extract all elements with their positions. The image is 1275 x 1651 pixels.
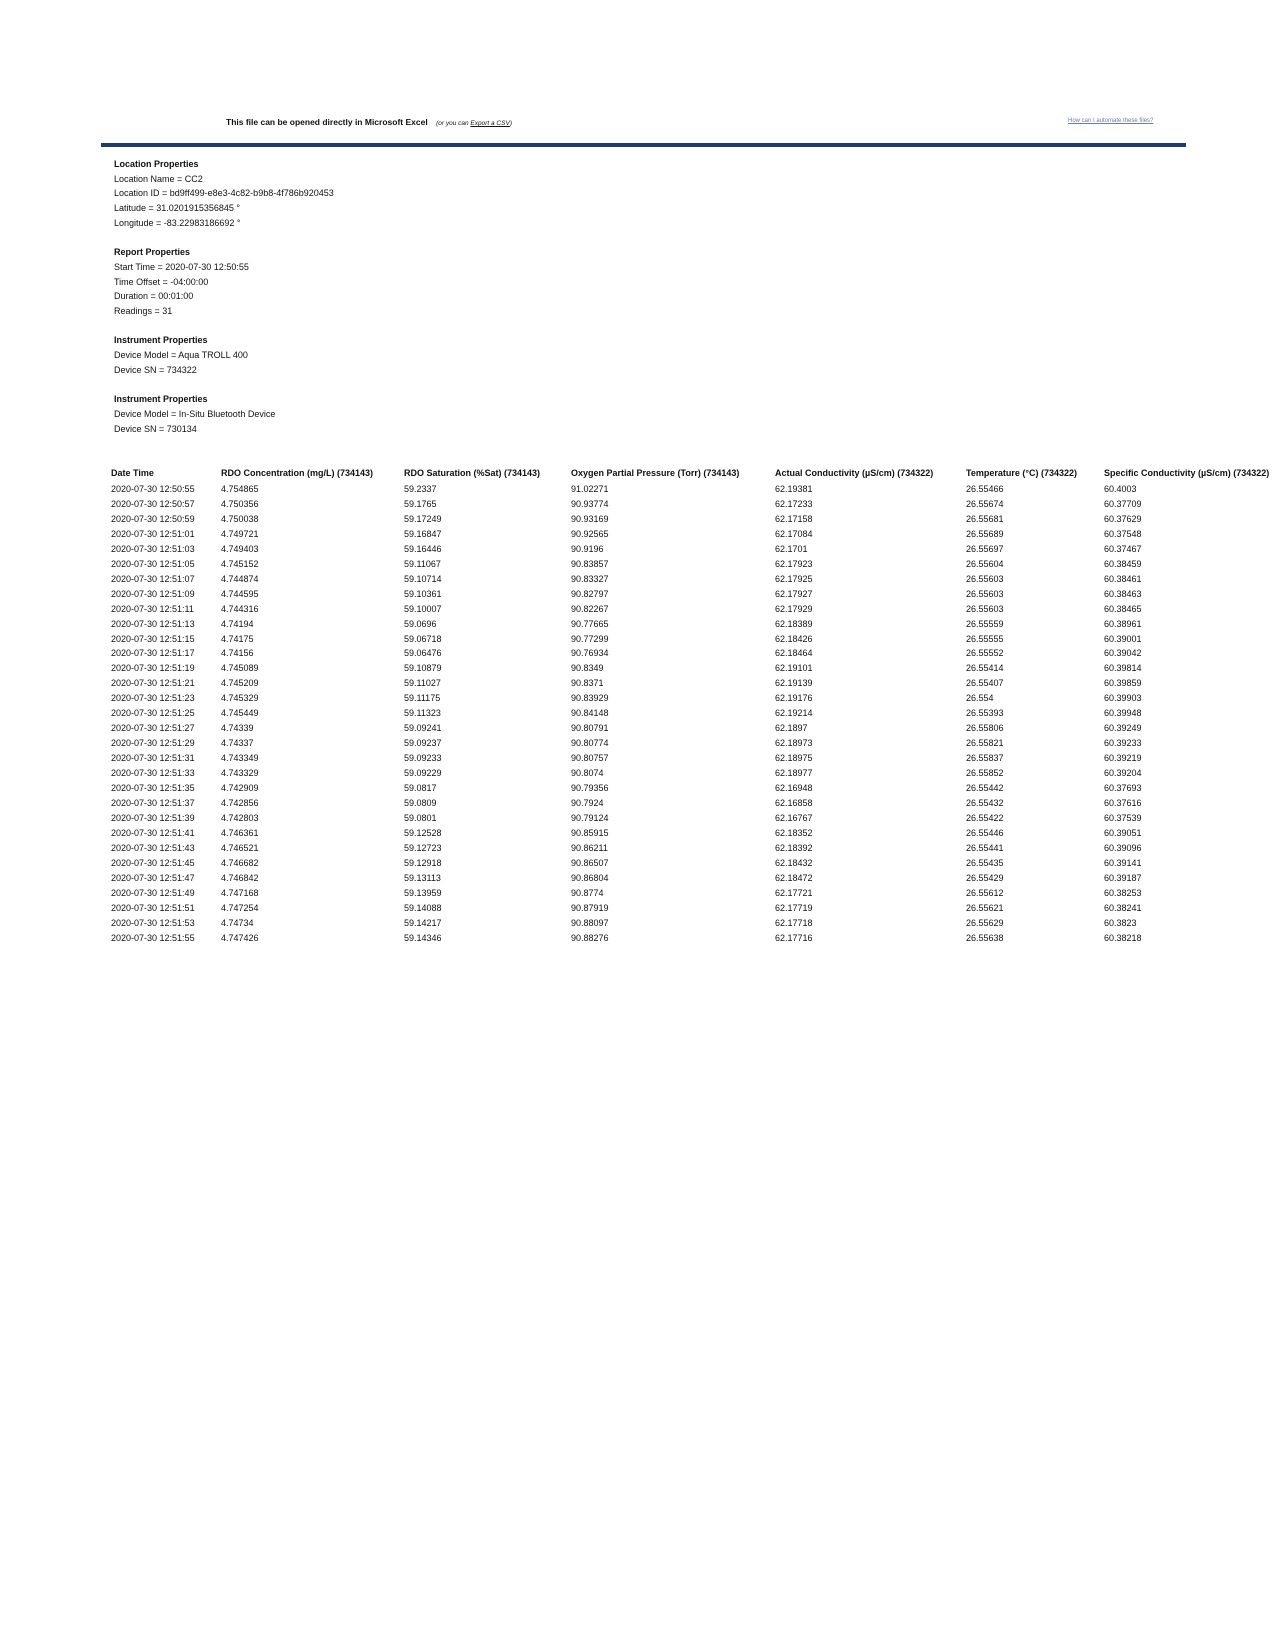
table-cell: 2020-07-30 12:51:23 [111, 693, 195, 704]
property-line: Readings = 31 [114, 306, 173, 317]
header-divider [101, 143, 1186, 147]
export-csv-link[interactable]: Export a CSV [470, 120, 510, 127]
table-cell: 59.1765 [404, 498, 437, 509]
table-row [111, 617, 1251, 632]
table-cell: 90.7924 [571, 798, 604, 809]
table-cell: 60.39141 [1104, 857, 1142, 868]
table-cell: 62.18464 [775, 648, 813, 659]
table-row [111, 931, 1251, 946]
table-cell: 60.39903 [1104, 693, 1142, 704]
table-row [111, 572, 1251, 587]
property-line: Latitude = 31.0201915356845 ° [114, 203, 240, 214]
property-line: Start Time = 2020-07-30 12:50:55 [114, 261, 249, 272]
table-cell: 60.37629 [1104, 513, 1142, 524]
table-row [111, 691, 1251, 706]
table-cell: 90.8774 [571, 887, 604, 898]
table-cell: 26.55821 [966, 738, 1004, 749]
table-cell: 60.38961 [1104, 618, 1142, 629]
property-line: Device Model = Aqua TROLL 400 [114, 350, 248, 361]
table-cell: 4.74337 [221, 738, 254, 749]
table-cell: 59.06476 [404, 648, 442, 659]
table-cell: 4.744316 [221, 603, 259, 614]
table-cell: 26.55612 [966, 887, 1004, 898]
table-cell: 90.83929 [571, 693, 609, 704]
table-cell: 60.38465 [1104, 603, 1142, 614]
table-cell: 59.16847 [404, 528, 442, 539]
table-cell: 60.37709 [1104, 498, 1142, 509]
table-cell: 59.17249 [404, 513, 442, 524]
table-cell: 62.1897 [775, 723, 808, 734]
table-cell: 2020-07-30 12:51:45 [111, 857, 195, 868]
table-cell: 62.18977 [775, 768, 813, 779]
table-cell: 2020-07-30 12:50:55 [111, 484, 195, 494]
table-cell: 59.11323 [404, 708, 441, 719]
table-cell: 59.11067 [404, 558, 441, 569]
property-line: Location Name = CC2 [114, 173, 203, 184]
table-cell: 4.746521 [221, 842, 259, 853]
table-cell: 60.39042 [1104, 648, 1142, 659]
table-row [111, 811, 1251, 826]
table-cell: 4.743349 [221, 753, 259, 764]
table-cell: 59.14217 [404, 917, 442, 928]
table-cell: 59.09229 [404, 768, 442, 779]
table-cell: 60.39204 [1104, 768, 1142, 779]
table-cell: 2020-07-30 12:51:11 [111, 603, 194, 614]
table-cell: 90.84148 [571, 708, 609, 719]
table-cell: 26.55422 [966, 812, 1004, 823]
table-cell: 60.39814 [1104, 663, 1142, 674]
table-cell: 4.746361 [221, 827, 259, 838]
table-cell: 59.16446 [404, 543, 442, 554]
table-cell: 90.93169 [571, 513, 609, 524]
table-cell: 90.83857 [571, 558, 609, 569]
table-cell: 59.2337 [404, 484, 437, 494]
table-cell: 62.18432 [775, 857, 813, 868]
export-hint-suffix: ) [509, 120, 512, 127]
properties-panel [114, 157, 334, 451]
table-cell: 4.74175 [221, 633, 254, 644]
table-cell: 62.18472 [775, 872, 813, 883]
table-cell: 90.8349 [571, 663, 604, 674]
table-cell: 62.18973 [775, 738, 813, 749]
table-row [111, 527, 1251, 542]
table-cell: 26.55442 [966, 783, 1004, 794]
table-cell: 60.39249 [1104, 723, 1142, 734]
table-row [111, 587, 1251, 602]
table-cell: 2020-07-30 12:51:13 [111, 618, 195, 629]
property-section-title: Location Properties [114, 159, 199, 169]
table-cell: 59.10007 [404, 603, 442, 614]
table-cell: 62.19381 [775, 484, 813, 494]
readings-table-container [111, 466, 1270, 946]
table-cell: 4.744874 [221, 573, 259, 584]
table-cell: 4.742909 [221, 783, 259, 794]
table-row [111, 542, 1251, 557]
table-cell: 26.55441 [966, 842, 1004, 853]
property-line: Duration = 00:01:00 [114, 291, 194, 302]
table-cell: 59.0801 [404, 812, 437, 823]
table-cell: 60.39233 [1104, 738, 1142, 749]
table-cell: 26.55674 [966, 498, 1004, 509]
table-cell: 60.4003 [1104, 484, 1137, 494]
table-cell: 62.19101 [775, 663, 813, 674]
table-cell: 90.83327 [571, 573, 609, 584]
property-line: Device SN = 734322 [114, 364, 197, 375]
table-cell: 59.10879 [404, 663, 442, 674]
table-cell: 62.16767 [775, 812, 813, 823]
table-cell: 90.8074 [571, 768, 604, 779]
table-cell: 90.80757 [571, 753, 609, 764]
table-cell: 4.743329 [221, 768, 259, 779]
property-section [114, 245, 334, 319]
table-cell: 26.55555 [966, 633, 1004, 644]
table-cell: 4.74339 [221, 723, 254, 734]
property-section [114, 333, 334, 377]
table-cell: 26.55621 [966, 902, 1004, 913]
table-cell: 62.19176 [775, 693, 813, 704]
table-cell: 4.750038 [221, 513, 259, 524]
table-cell: 90.79356 [571, 783, 609, 794]
table-row [111, 512, 1251, 527]
table-cell: 26.554 [966, 693, 994, 704]
table-row [111, 497, 1251, 512]
table-cell: 2020-07-30 12:51:25 [111, 708, 195, 719]
table-cell: 59.11027 [404, 678, 441, 689]
table-cell: 4.74194 [221, 618, 254, 629]
table-cell: 26.55407 [966, 678, 1004, 689]
excel-note [226, 117, 512, 127]
table-cell: 90.86804 [571, 872, 609, 883]
table-cell: 4.742803 [221, 812, 259, 823]
property-line: Device SN = 730134 [114, 423, 197, 434]
property-section [114, 157, 334, 231]
export-hint-prefix: (or you can [436, 120, 469, 127]
table-cell: 62.17158 [775, 513, 813, 524]
table-cell: 26.55466 [966, 484, 1004, 494]
table-cell: 62.18392 [775, 842, 813, 853]
table-cell: 4.74156 [221, 648, 254, 659]
table-row [111, 766, 1251, 781]
table-cell: 2020-07-30 12:51:47 [111, 872, 195, 883]
table-cell: 62.16858 [775, 798, 813, 809]
file-header [0, 117, 1275, 137]
table-row [111, 632, 1251, 647]
table-cell: 90.82267 [571, 603, 609, 614]
column-header: Temperature (°C) (734322) [966, 468, 1077, 478]
table-cell: 62.16948 [775, 783, 813, 794]
table-cell: 60.38463 [1104, 588, 1142, 599]
table-cell: 2020-07-30 12:51:51 [111, 902, 195, 913]
table-cell: 60.38218 [1104, 932, 1142, 943]
table-row [111, 841, 1251, 856]
table-cell: 60.39187 [1104, 872, 1142, 883]
table-cell: 2020-07-30 12:51:07 [111, 573, 195, 584]
property-section-title: Instrument Properties [114, 335, 208, 346]
table-cell: 59.10361 [404, 588, 442, 599]
table-cell: 60.39219 [1104, 753, 1142, 764]
table-cell: 62.17719 [775, 902, 813, 913]
table-cell: 59.0696 [404, 618, 437, 629]
table-cell: 59.12723 [404, 842, 442, 853]
table-cell: 62.17084 [775, 528, 813, 539]
table-cell: 2020-07-30 12:51:53 [111, 917, 195, 928]
property-line: Location ID = bd9ff499-e8e3-4c82-b9b8-4f786b920453 [114, 188, 334, 199]
table-cell: 26.55552 [966, 648, 1004, 659]
column-header: Actual Conductivity (µS/cm) (734322) [775, 468, 934, 478]
table-cell: 2020-07-30 12:51:09 [111, 588, 195, 599]
table-cell: 59.13113 [404, 872, 441, 883]
table-cell: 26.55603 [966, 588, 1004, 599]
table-row [111, 886, 1251, 901]
table-cell: 2020-07-30 12:51:01 [111, 528, 195, 539]
table-cell: 2020-07-30 12:51:29 [111, 738, 195, 749]
table-cell: 26.55689 [966, 528, 1004, 539]
table-cell: 59.12528 [404, 827, 442, 838]
table-cell: 62.19139 [775, 678, 813, 689]
table-cell: 26.55446 [966, 827, 1004, 838]
table-cell: 59.09241 [404, 723, 442, 734]
table-cell: 26.55603 [966, 573, 1004, 584]
table-cell: 26.55432 [966, 798, 1004, 809]
table-cell: 60.38241 [1104, 902, 1142, 913]
table-cell: 90.88097 [571, 917, 609, 928]
table-cell: 60.39096 [1104, 842, 1142, 853]
table-cell: 60.39948 [1104, 708, 1142, 719]
table-cell: 4.747426 [221, 932, 259, 943]
table-cell: 59.09233 [404, 753, 442, 764]
table-cell: 4.746682 [221, 857, 259, 868]
table-cell: 90.80791 [571, 723, 609, 734]
automate-help-link[interactable]: How can I automate these files? [1068, 118, 1154, 124]
table-row [111, 751, 1251, 766]
table-cell: 90.82797 [571, 588, 609, 599]
table-cell: 26.55638 [966, 932, 1004, 943]
column-header: RDO Saturation (%Sat) (734143) [404, 468, 541, 478]
table-cell: 2020-07-30 12:51:15 [111, 633, 195, 644]
table-cell: 90.9196 [571, 543, 604, 554]
table-cell: 90.85915 [571, 827, 609, 838]
table-cell: 4.750356 [221, 498, 259, 509]
table-row [111, 916, 1251, 931]
table-cell: 2020-07-30 12:51:21 [111, 678, 195, 689]
table-cell: 90.86507 [571, 857, 609, 868]
table-cell: 4.749403 [221, 543, 259, 554]
table-cell: 60.37693 [1104, 783, 1142, 794]
table-cell: 59.0817 [404, 783, 437, 794]
table-cell: 4.745209 [221, 678, 259, 689]
table-cell: 59.10714 [404, 573, 442, 584]
table-cell: 26.55604 [966, 558, 1004, 569]
table-cell: 2020-07-30 12:51:41 [111, 827, 195, 838]
table-cell: 90.76934 [571, 648, 609, 659]
column-header: RDO Concentration (mg/L) (734143) [221, 468, 374, 478]
table-cell: 4.74734 [221, 917, 254, 928]
table-cell: 60.39859 [1104, 678, 1142, 689]
table-cell: 2020-07-30 12:51:43 [111, 842, 195, 853]
table-cell: 2020-07-30 12:50:57 [111, 498, 195, 509]
table-cell: 4.747254 [221, 902, 259, 913]
property-section [114, 392, 334, 436]
table-cell: 62.17718 [775, 917, 813, 928]
table-cell: 62.18389 [775, 618, 813, 629]
table-cell: 90.79124 [571, 812, 609, 823]
table-row [111, 856, 1251, 871]
table-cell: 59.12918 [404, 857, 442, 868]
table-cell: 26.55429 [966, 872, 1004, 883]
table-cell: 60.39051 [1104, 827, 1142, 838]
table-cell: 62.17233 [775, 498, 813, 509]
table-cell: 2020-07-30 12:51:19 [111, 663, 195, 674]
export-hint [436, 120, 512, 127]
table-cell: 90.92565 [571, 528, 609, 539]
table-row [111, 646, 1251, 661]
table-row [111, 901, 1251, 916]
table-cell: 90.87919 [571, 902, 609, 913]
table-cell: 91.02271 [571, 484, 609, 494]
table-cell: 2020-07-30 12:51:39 [111, 812, 195, 823]
table-row [111, 781, 1251, 796]
table-cell: 26.55414 [966, 663, 1004, 674]
table-cell: 59.09237 [404, 738, 442, 749]
table-cell: 26.55629 [966, 917, 1004, 928]
table-row [111, 736, 1251, 751]
table-cell: 59.14346 [404, 932, 442, 943]
table-cell: 62.17721 [775, 887, 813, 898]
table-cell: 59.13959 [404, 887, 442, 898]
table-cell: 2020-07-30 12:51:33 [111, 768, 195, 779]
property-line: Device Model = In-Situ Bluetooth Device [114, 408, 276, 419]
table-cell: 26.55697 [966, 543, 1004, 554]
table-cell: 90.88276 [571, 932, 609, 943]
table-cell: 62.17925 [775, 573, 813, 584]
table-row [111, 557, 1251, 572]
table-cell: 60.38461 [1104, 573, 1142, 584]
table-cell: 4.747168 [221, 887, 259, 898]
column-header: Date Time [111, 468, 154, 478]
table-cell: 90.93774 [571, 498, 609, 509]
table-cell: 2020-07-30 12:51:05 [111, 558, 195, 569]
table-cell: 4.754865 [221, 484, 259, 494]
table-cell: 2020-07-30 12:51:31 [111, 753, 195, 764]
table-cell: 62.18352 [775, 827, 813, 838]
table-cell: 4.745089 [221, 663, 259, 674]
excel-note-text: This file can be opened directly in Microsoft Excel [226, 117, 428, 127]
table-cell: 60.37539 [1104, 812, 1142, 823]
table-row [111, 676, 1251, 691]
table-cell: 2020-07-30 12:51:35 [111, 783, 195, 794]
table-cell: 59.06718 [404, 633, 442, 644]
property-line: Longitude = -83.22983186692 ° [114, 217, 241, 228]
property-section-title: Report Properties [114, 247, 191, 258]
column-header: Oxygen Partial Pressure (Torr) (734143) [571, 468, 740, 478]
table-cell: 62.19214 [775, 708, 813, 719]
table-cell: 90.8371 [571, 678, 604, 689]
table-cell: 4.745152 [221, 558, 259, 569]
table-cell: 4.749721 [221, 528, 259, 539]
table-cell: 2020-07-30 12:51:27 [111, 723, 195, 734]
table-cell: 4.745449 [221, 708, 259, 719]
table-row [111, 796, 1251, 811]
table-cell: 26.55837 [966, 753, 1004, 764]
table-cell: 2020-07-30 12:51:55 [111, 932, 195, 943]
table-cell: 26.55603 [966, 603, 1004, 614]
table-cell: 4.745329 [221, 693, 259, 704]
table-header-row [111, 466, 1251, 482]
table-row [111, 721, 1251, 736]
table-cell: 59.14088 [404, 902, 442, 913]
table-cell: 90.86211 [571, 842, 608, 853]
table-cell: 2020-07-30 12:51:49 [111, 887, 195, 898]
property-section-title: Instrument Properties [114, 394, 208, 405]
table-cell: 26.55852 [966, 768, 1004, 779]
table-cell: 2020-07-30 12:51:03 [111, 543, 195, 554]
table-cell: 62.17929 [775, 603, 813, 614]
table-cell: 90.77665 [571, 618, 609, 629]
table-cell: 26.55393 [966, 708, 1004, 719]
table-cell: 62.17923 [775, 558, 813, 569]
table-cell: 2020-07-30 12:51:17 [111, 648, 195, 659]
property-line: Time Offset = -04:00:00 [114, 276, 209, 287]
column-header: Specific Conductivity (µS/cm) (734322) [1104, 468, 1270, 478]
table-cell: 26.55559 [966, 618, 1004, 629]
table-row [111, 871, 1251, 886]
table-cell: 60.39001 [1104, 633, 1142, 644]
table-cell: 60.3823 [1104, 917, 1137, 928]
table-cell: 60.37616 [1104, 798, 1142, 809]
table-cell: 4.746842 [221, 872, 259, 883]
table-cell: 4.744595 [221, 588, 259, 599]
table-cell: 62.17927 [775, 588, 813, 599]
table-cell: 60.38459 [1104, 558, 1142, 569]
table-cell: 26.55435 [966, 857, 1004, 868]
table-cell: 62.18975 [775, 753, 813, 764]
table-cell: 60.37548 [1104, 528, 1142, 539]
table-cell: 4.742856 [221, 798, 259, 809]
table-cell: 62.1701 [775, 543, 808, 554]
table-cell: 90.80774 [571, 738, 609, 749]
readings-table [111, 466, 1270, 946]
table-cell: 59.0809 [404, 798, 437, 809]
table-cell: 26.55806 [966, 723, 1004, 734]
table-cell: 2020-07-30 12:51:37 [111, 798, 195, 809]
table-cell: 26.55681 [966, 513, 1004, 524]
table-row [111, 826, 1251, 841]
table-row [111, 482, 1251, 497]
table-row [111, 661, 1251, 676]
table-row [111, 706, 1251, 721]
table-body [111, 482, 1251, 946]
table-row [111, 602, 1251, 617]
table-cell: 2020-07-30 12:50:59 [111, 513, 195, 524]
table-cell: 62.17716 [775, 932, 813, 943]
table-cell: 59.11175 [404, 693, 441, 704]
table-cell: 60.38253 [1104, 887, 1142, 898]
table-cell: 60.37467 [1104, 543, 1142, 554]
table-cell: 90.77299 [571, 633, 609, 644]
table-cell: 62.18426 [775, 633, 813, 644]
